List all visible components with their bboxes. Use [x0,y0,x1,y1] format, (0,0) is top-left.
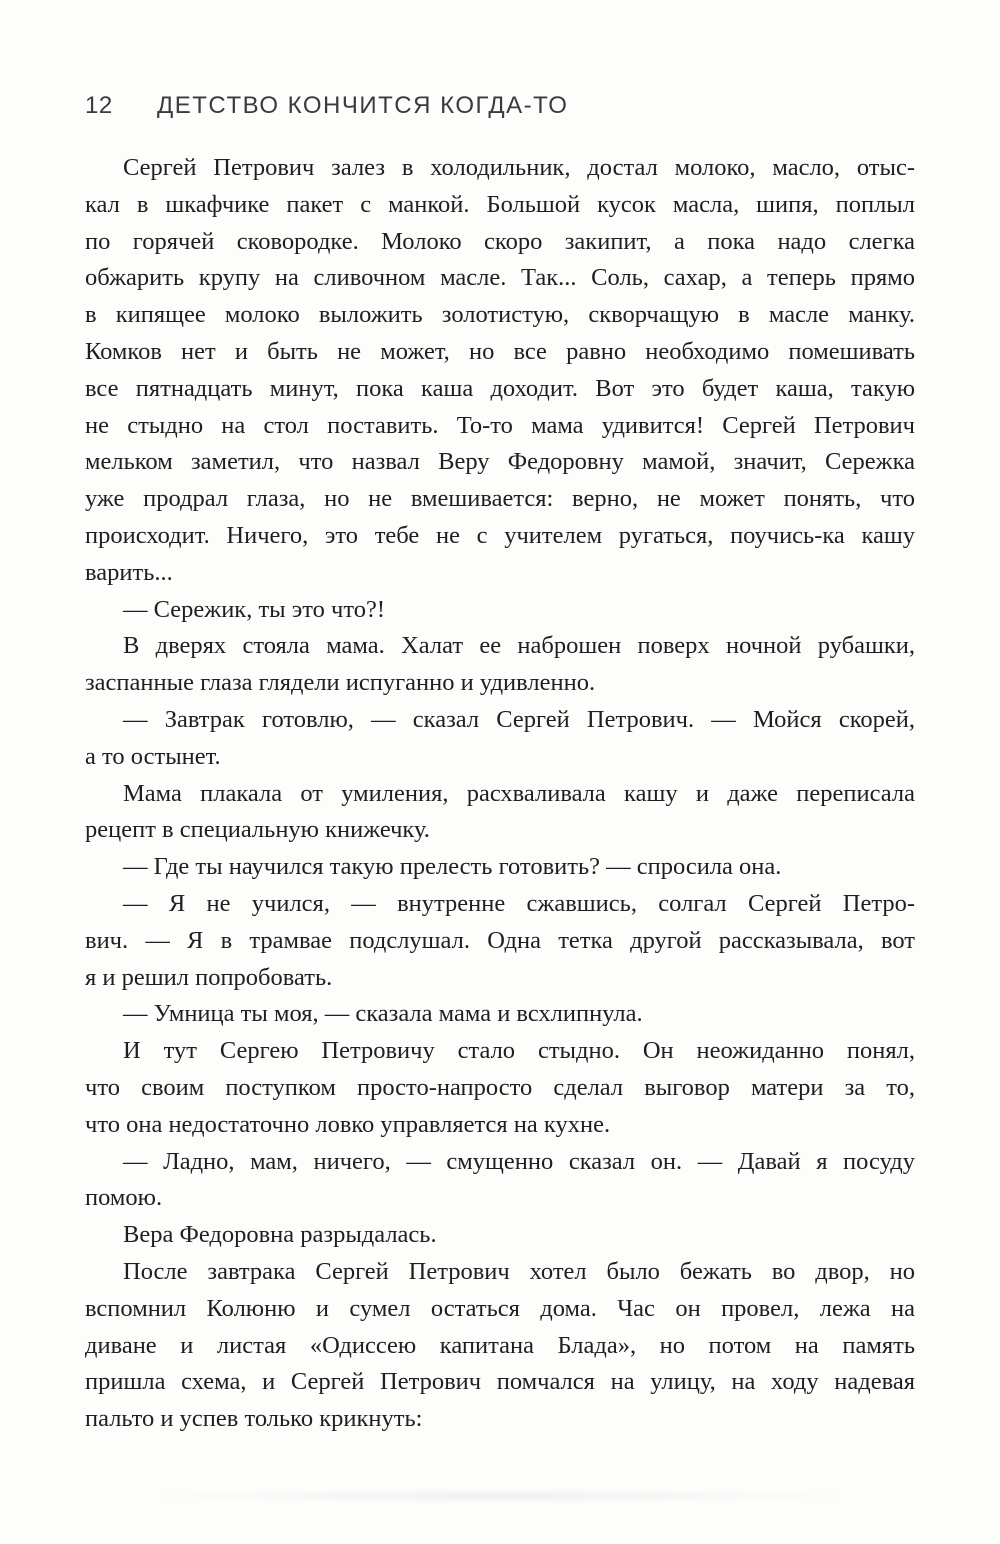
paragraph [85,1033,915,1143]
text-line: заспанные глаза глядели испуганно и удивленно. [85,669,596,697]
paragraph [85,1217,915,1254]
text-line: Комков нет и быть не может, но все равно необходимо помешивать [85,337,915,365]
text-line: Сергей Петрович залез в холодильник, достал молоко, масло, отыс- [123,154,915,181]
text-line: все пятнадцать минут, пока каша доходит. Вот это будет каша, такую [85,374,915,402]
text-line: кал в шкафчике пакет с манкой. Большой кусок масла, шипя, поплыл [85,190,915,218]
paragraph [85,628,915,702]
text-line: по горячей сковородке. Молоко скоро закипит, а пока надо слегка [85,227,915,255]
text-line: мельком заметил, что назвал Веру Федоровну мамой, значит, Сережка [85,448,915,476]
paragraph [85,886,915,996]
text-line: — Где ты научился такую прелесть готовить? — спросила она. [123,853,782,881]
paragraph [85,776,915,850]
text-line: рецепт в специальную книжечку. [85,816,430,844]
text-line: уже продрал глаза, но не вмешивается: верно, не может понять, что [85,485,915,513]
text-line: вспомнил Колюню и сумел остаться дома. Час он провел, лежа на [85,1294,915,1322]
page-body [85,150,915,1438]
text-line: пришла схема, и Сергей Петрович помчался на улицу, на ходу надевая [85,1368,915,1396]
text-line: в кипящее молоко выложить золотистую, скворчащую в масле манку. [85,301,915,329]
text-line: — Ладно, мам, ничего, — смущенно сказал он. — Давай я посуду [123,1147,915,1175]
text-line: После завтрака Сергей Петрович хотел было бежать во двор, но [123,1257,915,1285]
text-line: — Умница ты моя, — сказала мама и всхлипнула. [123,1000,643,1028]
paragraph [85,150,915,592]
text-line: — Сережик, ты это что?! [123,595,386,623]
text-line: помою. [85,1184,163,1212]
paragraph [85,592,915,629]
text-line: И тут Сергею Петровичу стало стыдно. Он неожиданно понял, [123,1037,915,1065]
paragraph [85,702,915,776]
text-line: варить... [85,558,173,586]
scan-artifact [140,1488,860,1504]
text-line: — Завтрак готовлю, — сказал Сергей Петрович. — Мойся скорей, [123,705,915,733]
text-line: я и решил попробовать. [85,963,333,991]
paragraph [85,849,915,886]
text-line: обжарить крупу на сливочном масле. Так... Соль, сахар, а теперь прямо [85,264,915,292]
text-line: а то остынет. [85,742,221,770]
paragraph [85,996,915,1033]
text-line: Вера Федоровна разрыдалась. [123,1221,437,1249]
running-title: ДЕТСТВО КОНЧИТСЯ КОГДА-ТО [157,92,569,119]
page-number: 12 [85,92,113,119]
text-line: что она недостаточно ловко управляется на кухне. [85,1110,611,1138]
page-header [85,92,915,120]
text-line: не стыдно на стол поставить. То-то мама удивится! Сергей Петрович [85,411,915,439]
text-line: пальто и успев только крикнуть: [85,1405,423,1433]
text-line: диване и листая «Одиссею капитана Блада», но потом на память [85,1331,915,1359]
text-line: В дверях стояла мама. Халат ее наброшен поверх ночной рубашки, [123,632,915,660]
text-line: что своим поступком просто-напросто сделал выговор матери за то, [85,1073,915,1101]
text-line: Мама плакала от умиления, расхваливала кашу и даже переписала [123,779,915,807]
text-line: — Я не учился, — внутренне сжавшись, солгал Сергей Петро- [123,889,915,917]
text-line: происходит. Ничего, это тебе не с учителем ругаться, поучись-ка кашу [85,521,915,549]
paragraph [85,1144,915,1218]
text-line: вич. — Я в трамвае подслушал. Одна тетка другой рассказывала, вот [85,926,915,954]
paragraph [85,1254,915,1438]
